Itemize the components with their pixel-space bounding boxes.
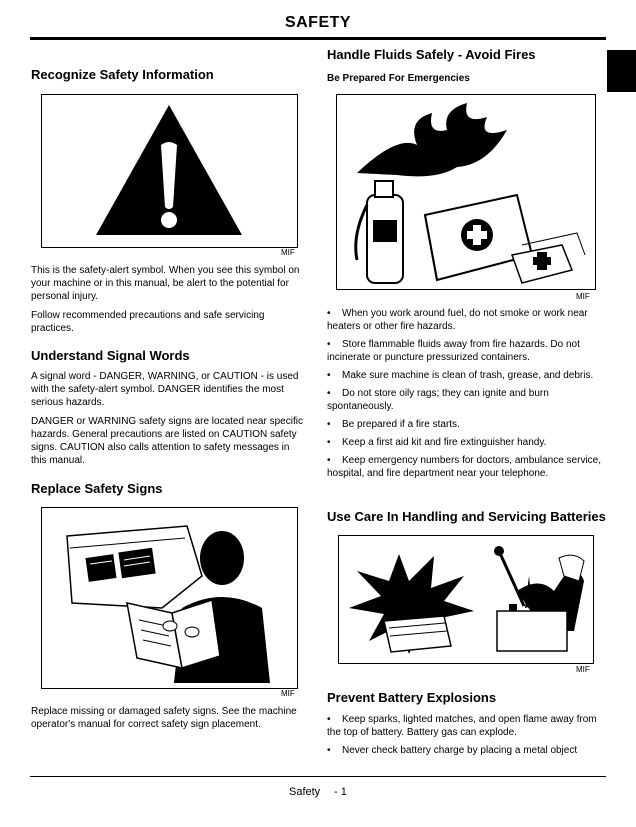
footer-rule xyxy=(30,776,606,777)
figure-label: MIF xyxy=(576,665,590,674)
bullet-item: • Make sure machine is clean of trash, grease, and debris. xyxy=(327,369,605,382)
fire-extinguisher-first-aid-icon xyxy=(337,95,595,289)
section-title-replace-signs: Replace Safety Signs xyxy=(31,481,163,496)
bullet-item: • Do not store oily rags; they can ignite and burn spontaneously. xyxy=(327,387,605,413)
header-rule xyxy=(30,37,606,40)
replace-signs-figure xyxy=(41,507,298,689)
bullet-item: • Keep sparks, lighted matches, and open flame away from the top of battery. Battery gas can explode. xyxy=(327,713,605,739)
paragraph: This is the safety-alert symbol. When you see this symbol on your machine or in this manual, be alert to the potential for personal injury. xyxy=(31,265,300,302)
bullet-item: • When you work around fuel, do not smoke or work near heaters or other fire hazards. xyxy=(327,307,605,333)
safety-alert-triangle-icon xyxy=(42,95,297,247)
safety-alert-figure xyxy=(41,94,298,248)
bullet-item: • Keep emergency numbers for doctors, ambulance service, hospital, and fire department near your telephone. xyxy=(327,454,605,480)
bullet-item: • Never check battery charge by placing a metal object xyxy=(327,744,605,757)
bullet-item: • Store flammable fluids away from fire hazards. Do not incinerate or puncture pressurized containers. xyxy=(327,338,605,364)
section-tab-marker xyxy=(607,50,636,92)
paragraph: Replace missing or damaged safety signs. See the machine operator's manual for correct safety sign placement. xyxy=(31,706,297,730)
figure-label: MIF xyxy=(576,292,590,301)
footer-section: Safety xyxy=(289,786,321,798)
paragraph: Follow recommended precautions and safe servicing practices. xyxy=(31,310,265,334)
bullet-item: • Keep a first aid kit and fire extinguisher handy. xyxy=(327,436,605,449)
section-title-prevent-explosions: Prevent Battery Explosions xyxy=(327,690,497,705)
battery-explosion-icon xyxy=(339,536,593,663)
person-reading-manual-icon xyxy=(42,508,297,688)
section-title-fluids: Handle Fluids Safely - Avoid Fires xyxy=(327,47,536,62)
subsection-title-emergencies: Be Prepared For Emergencies xyxy=(327,73,470,84)
figure-label: MIF xyxy=(281,689,295,698)
battery-explosion-figure xyxy=(338,535,594,664)
emergency-figure xyxy=(336,94,596,290)
figure-label: MIF xyxy=(281,248,295,257)
section-title-recognize: Recognize Safety Information xyxy=(31,67,214,82)
page-title: SAFETY xyxy=(284,14,352,31)
section-title-signal-words: Understand Signal Words xyxy=(31,348,190,363)
bullet-item: • Be prepared if a fire starts. xyxy=(327,418,605,431)
section-title-batteries: Use Care In Handling and Servicing Batteries xyxy=(327,509,606,524)
paragraph: A signal word - DANGER, WARNING, or CAUTION - is used with the safety-alert symbol. DANGER identifies the most serious hazards. xyxy=(31,371,299,408)
paragraph: DANGER or WARNING safety signs are located near specific hazards. General precautions are listed on CAUTION safety signs. CAUTION also calls attention to safety messages in this manual. xyxy=(31,416,303,466)
footer-page-number: - 1 xyxy=(334,786,347,798)
